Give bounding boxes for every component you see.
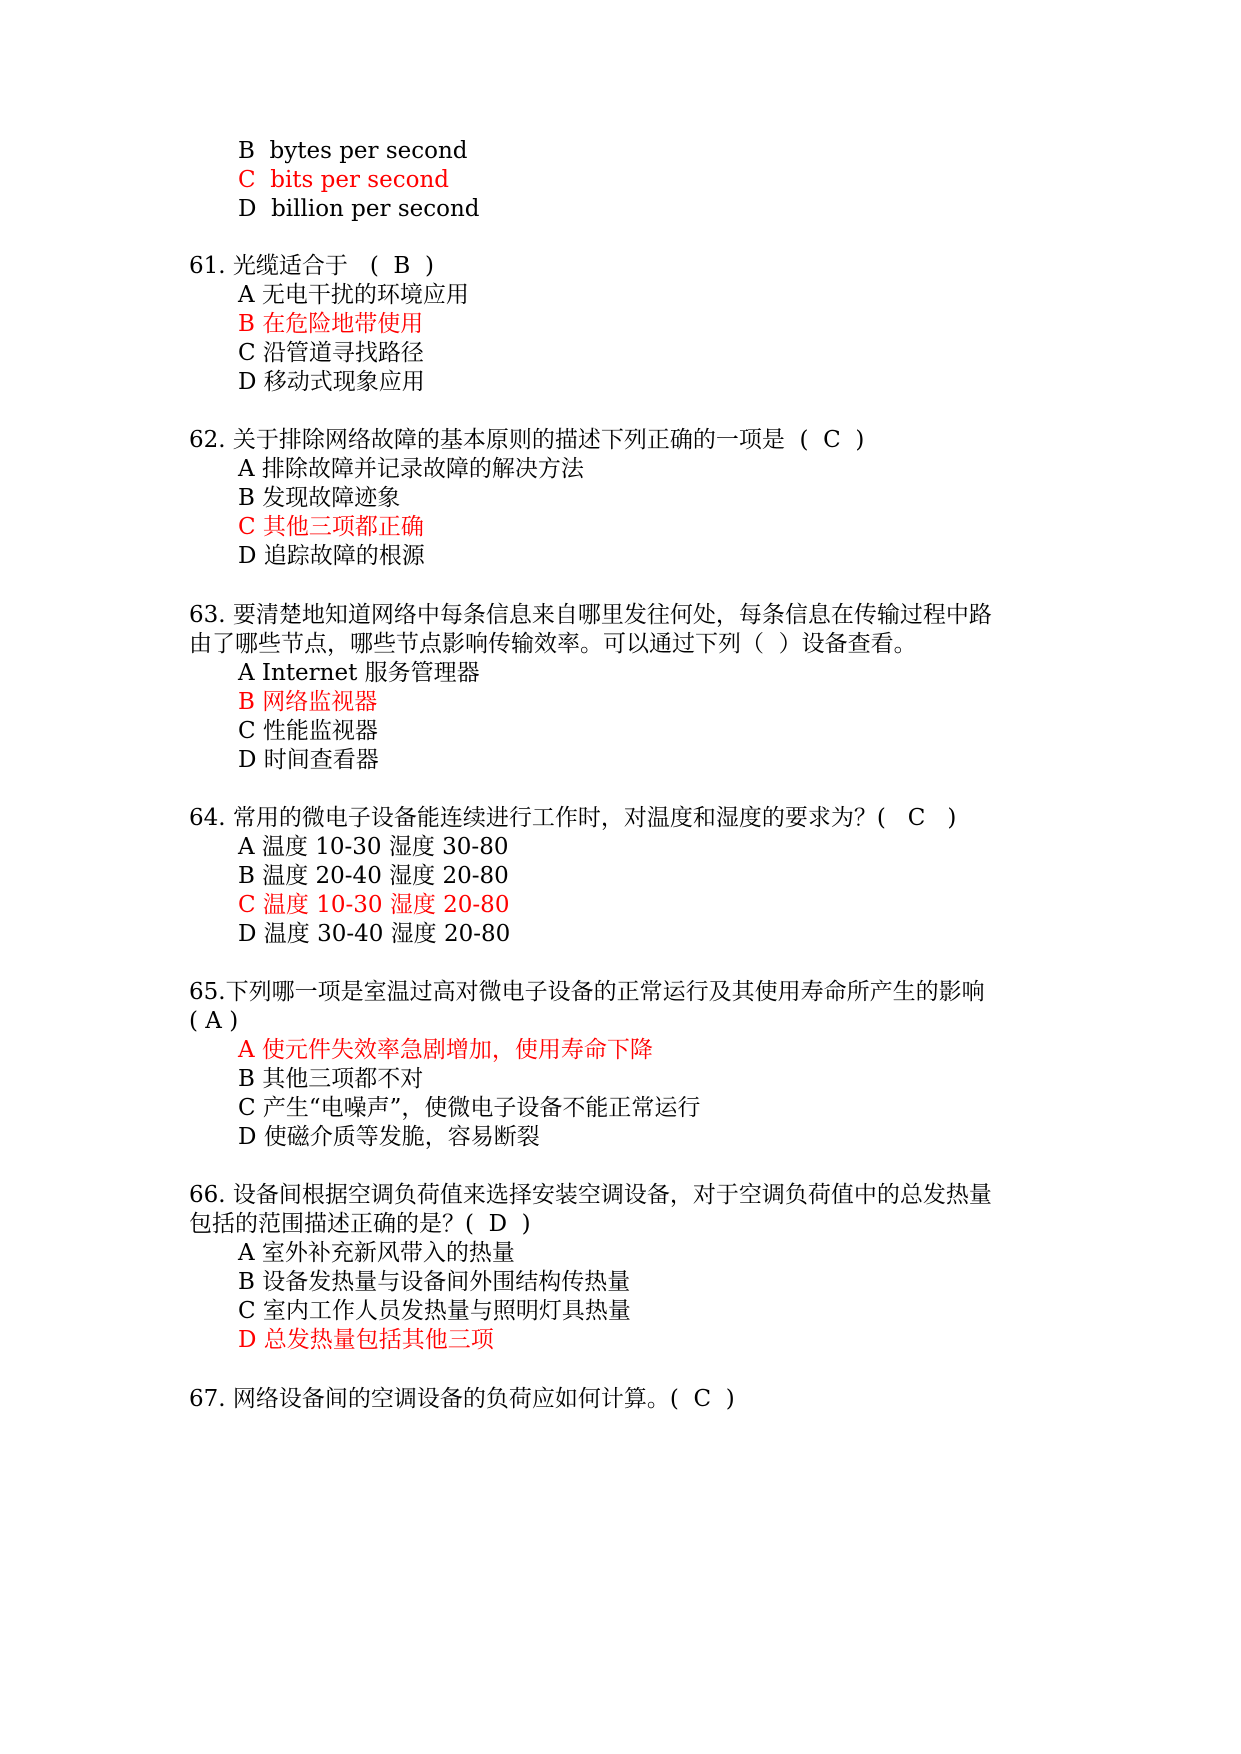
q66-option-a: A 室外补充新风带入的热量 bbox=[238, 1240, 515, 1266]
q66-stem-line2: 包括的范围描述正确的是？( D ) bbox=[189, 1211, 531, 1237]
q67-stem: 67. 网络设备间的空调设备的负荷应如何计算。( C ) bbox=[189, 1386, 735, 1412]
q65-option-a-correct: A 使元件失效率急剧增加，使用寿命下降 bbox=[238, 1037, 653, 1063]
q65-option-b: B 其他三项都不对 bbox=[238, 1066, 424, 1092]
q66-stem-line1: 66. 设备间根据空调负荷值来选择安装空调设备，对于空调负荷值中的总发热量 bbox=[189, 1182, 992, 1208]
q64-option-a: A 温度 10-30 湿度 30-80 bbox=[238, 834, 509, 860]
q66-option-b: B 设备发热量与设备间外围结构传热量 bbox=[238, 1269, 631, 1295]
q66-option-c: C 室内工作人员发热量与照明灯具热量 bbox=[238, 1298, 631, 1324]
q64-option-d: D 温度 30-40 湿度 20-80 bbox=[238, 921, 511, 947]
q62-option-c-correct: C 其他三项都正确 bbox=[238, 514, 424, 540]
q63-option-d: D 时间查看器 bbox=[238, 747, 379, 773]
q64-option-b: B 温度 20-40 湿度 20-80 bbox=[238, 863, 509, 889]
q65-option-c: C 产生“电噪声”，使微电子设备不能正常运行 bbox=[238, 1095, 701, 1121]
q61-option-c: C 沿管道寻找路径 bbox=[238, 340, 424, 366]
q61-stem: 61. 光缆适合于 ( B ) bbox=[189, 253, 434, 279]
q62-option-a: A 排除故障并记录故障的解决方法 bbox=[238, 456, 584, 482]
q64-option-c-correct: C 温度 10-30 湿度 20-80 bbox=[238, 892, 510, 918]
q64-stem: 64. 常用的微电子设备能连续进行工作时，对温度和湿度的要求为？( C ) bbox=[189, 805, 957, 831]
q62-option-b: B 发现故障迹象 bbox=[238, 485, 401, 511]
q60-option-b: B bytes per second bbox=[238, 138, 468, 164]
q63-option-c: C 性能监视器 bbox=[238, 718, 378, 744]
q61-option-a: A 无电干扰的环境应用 bbox=[238, 282, 469, 308]
q62-stem: 62. 关于排除网络故障的基本原则的描述下列正确的一项是 ( C ) bbox=[189, 427, 865, 453]
q63-stem-line2: 由了哪些节点，哪些节点影响传输效率。可以通过下列（ ）设备查看。 bbox=[189, 631, 917, 657]
q63-stem-line1: 63. 要清楚地知道网络中每条信息来自哪里发往何处，每条信息在传输过程中路 bbox=[189, 602, 992, 628]
q62-option-d: D 追踪故障的根源 bbox=[238, 543, 425, 569]
q65-option-d: D 使磁介质等发脆，容易断裂 bbox=[238, 1124, 540, 1150]
q65-stem-line2: ( A ) bbox=[189, 1008, 239, 1034]
q63-option-a: A Internet 服务管理器 bbox=[238, 660, 480, 686]
q61-option-b-correct: B 在危险地带使用 bbox=[238, 311, 424, 337]
q60-option-c-correct: C bits per second bbox=[238, 167, 449, 193]
q61-option-d: D 移动式现象应用 bbox=[238, 369, 425, 395]
q63-option-b-correct: B 网络监视器 bbox=[238, 689, 378, 715]
q65-stem-line1: 65.下列哪一项是室温过高对微电子设备的正常运行及其使用寿命所产生的影响 bbox=[189, 979, 985, 1005]
q60-option-d: D billion per second bbox=[238, 196, 480, 222]
q66-option-d-correct: D 总发热量包括其他三项 bbox=[238, 1327, 494, 1353]
